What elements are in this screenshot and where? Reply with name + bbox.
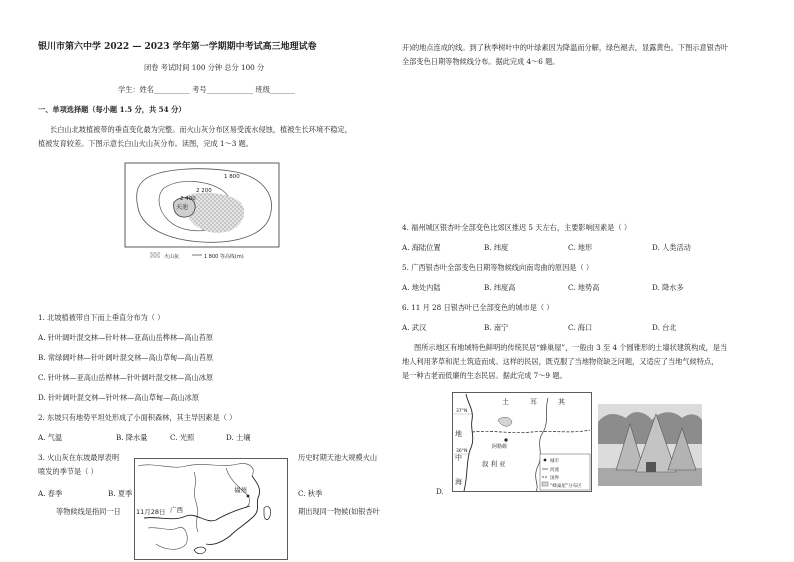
q2-option-d[interactable]: D. 土壤 bbox=[226, 433, 251, 442]
q5-option-d[interactable]: D. 降水多 bbox=[652, 283, 684, 292]
label-syria: 叙 利 亚 bbox=[482, 460, 506, 468]
label-zhong: 中 bbox=[455, 454, 462, 462]
legend-hive-text: “蜂巢屋”分布区 bbox=[550, 484, 582, 489]
ginkgo-phenology-map bbox=[134, 458, 288, 560]
fuzhou-label: 福州 bbox=[234, 486, 247, 494]
q3-option-b[interactable]: B. 夏季 bbox=[108, 489, 133, 498]
exam-title: 银川市第六中学 2022 — 2023 学年第一学期期中考试高三地理试卷 bbox=[38, 42, 317, 52]
legend-hive-swatch bbox=[542, 482, 548, 486]
student-info-line: 学生：姓名__________ 考号_____________ 班级_______ bbox=[118, 85, 296, 94]
legend-ash-swatch bbox=[150, 252, 160, 258]
label-36n: 36°N bbox=[456, 449, 468, 454]
date-label: 11月28日 bbox=[136, 508, 166, 516]
label-hai: 海 bbox=[455, 478, 462, 486]
q1-option-c[interactable]: C. 针叶林—亚高山岳桦林—针叶阔叶混交林—高山冰原 bbox=[38, 373, 214, 382]
section-heading: 一、单项选择题（每小题 1.5 分，共 54 分） bbox=[38, 105, 186, 114]
q4-option-c[interactable]: C. 地形 bbox=[568, 243, 593, 252]
label-qi: 其 bbox=[558, 398, 565, 406]
legend-contour-text: 1 800 等高线(m) bbox=[204, 254, 244, 260]
option-d-label[interactable]: D. bbox=[436, 487, 444, 496]
q1-option-b[interactable]: B. 常绿阔叶林—针叶阔叶混交林—高山草甸—高山苔原 bbox=[38, 353, 214, 362]
q5-stem: 5. 广西银杏叶全部变色日期等物候线向南弯曲的原因是（ ） bbox=[402, 263, 594, 272]
q4-stem: 4. 福州城区银杏叶全部变色比郊区推迟 5 天左右，主要影响因素是（ ） bbox=[402, 223, 632, 232]
q4-intro-line-1: 开)的地点连成的线。到了秋季树叶中的叶绿素因为降温而分解，绿色褪去，显露黄色。下图示意银杏叶 bbox=[402, 43, 729, 52]
q5-option-b[interactable]: B. 纬度高 bbox=[484, 283, 516, 292]
q1-option-d[interactable]: D. 针叶阔叶混交林—针叶林—高山草甸—高山冰原 bbox=[38, 393, 200, 402]
contour-2400-label: 2 400 bbox=[180, 196, 196, 202]
label-37n: 37°N bbox=[456, 409, 468, 414]
q4-option-b[interactable]: B. 纬度 bbox=[484, 243, 509, 252]
syria-region-map bbox=[452, 392, 592, 492]
q3-continuation-left: 等物候线是指同一日 bbox=[56, 507, 121, 516]
label-aleppo: 阿勒颇 bbox=[492, 444, 508, 450]
legend-ash-text: 火山灰 bbox=[164, 254, 180, 260]
q6-option-b[interactable]: B. 南宁 bbox=[484, 323, 509, 332]
q4-intro-line-2: 全部变色日期等物候线分布。据此完成 4～6 题。 bbox=[402, 57, 560, 66]
q6-option-c[interactable]: C. 海口 bbox=[568, 323, 593, 332]
q4-option-a[interactable]: A. 海陆位置 bbox=[402, 243, 441, 252]
q7-intro-line-1: 图所示地区有地域特色鲜明的传统民居“蜂巢屋”，一般由 3 至 4 个圆锥形的土墙状建筑构成，是当 bbox=[414, 343, 728, 352]
exam-subtitle: 闭卷 考试时间 100 分钟 总分 100 分 bbox=[144, 63, 265, 72]
legend-river-text: 河流 bbox=[550, 468, 559, 473]
q3-option-c[interactable]: C. 秋季 bbox=[298, 489, 323, 498]
beehive-house-photo bbox=[598, 404, 702, 486]
q3-option-a[interactable]: A. 春季 bbox=[38, 489, 63, 498]
aleppo-dot bbox=[504, 438, 507, 441]
q2-option-b[interactable]: B. 降水量 bbox=[116, 433, 148, 442]
contour-1800-label: 1 800 bbox=[224, 174, 240, 180]
q3-stem-right: 历史时期天池大规模火山 bbox=[298, 453, 378, 462]
legend-border-text: 国界 bbox=[550, 476, 559, 481]
label-tu: 土 bbox=[502, 398, 509, 406]
changbai-ash-map bbox=[124, 162, 280, 262]
intro-line-2: 植被发育较差。下图示意长白山火山灰分布。读图，完成 1～3 题。 bbox=[38, 139, 253, 148]
q7-intro-line-2: 地人利用茅草和泥土筑造而成。这样的民居，既克服了当地物资缺乏问题，又适应了当地气候特点， bbox=[402, 357, 719, 366]
q3-stem-left: 3. 火山灰在东坡最厚表明 bbox=[38, 453, 120, 462]
label-er: 耳 bbox=[530, 398, 537, 406]
q4-option-d[interactable]: D. 人类活动 bbox=[652, 243, 691, 252]
q6-option-a[interactable]: A. 武汉 bbox=[402, 323, 427, 332]
q1-stem: 1. 北坡植被带自下而上垂直分布为（ ） bbox=[38, 313, 165, 322]
fuzhou-dot bbox=[247, 495, 250, 498]
q3-stem-left-2: 喷发的季节是（ ） bbox=[38, 467, 98, 476]
q2-stem: 2. 东坡只有地势平坦处形成了小面积森林，其主导因素是（ ） bbox=[38, 413, 237, 422]
q3-continuation-right: 期出现同一物候(如银杏叶 bbox=[298, 507, 380, 516]
q5-option-c[interactable]: C. 地势高 bbox=[568, 283, 600, 292]
legend-city-dot bbox=[544, 459, 547, 462]
q2-option-c[interactable]: C. 光照 bbox=[170, 433, 195, 442]
intro-line-1: 长白山北坡植被带的垂直变化最为完整。而火山灰分布区易受流水侵蚀，植被生长环境不稳定， bbox=[50, 125, 352, 134]
contour-2200-label: 2 200 bbox=[196, 188, 212, 194]
q6-stem: 6. 11 月 28 日银杏叶已全部变色的城市是（ ） bbox=[402, 303, 554, 312]
legend-city-text: 城市 bbox=[550, 459, 559, 464]
q2-option-a[interactable]: A. 气温 bbox=[38, 433, 63, 442]
guangxi-label: 广西 bbox=[170, 506, 183, 514]
q7-intro-line-3: 是一种古老而低廉的生态民居。据此完成 7～9 题。 bbox=[402, 371, 567, 380]
taiwan-island bbox=[264, 506, 271, 519]
q6-option-d[interactable]: D. 台北 bbox=[652, 323, 677, 332]
q5-option-a[interactable]: A. 地处内陆 bbox=[402, 283, 441, 292]
q1-option-a[interactable]: A. 针叶阔叶混交林—针叶林—亚高山岳桦林—高山苔原 bbox=[38, 333, 214, 342]
label-di: 地 bbox=[455, 430, 462, 438]
beehive-door bbox=[646, 462, 656, 472]
tianchi-label: 天池 bbox=[176, 204, 189, 211]
